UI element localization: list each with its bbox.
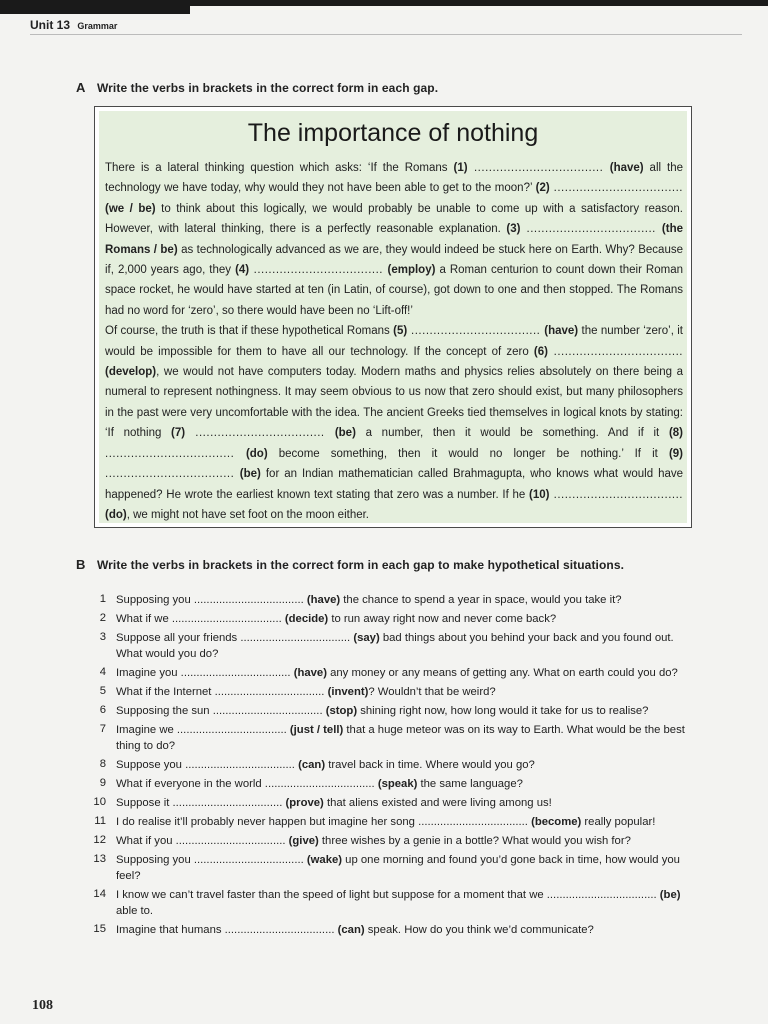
exercise-item <box>86 831 686 850</box>
exercise-item <box>86 720 686 755</box>
item-text-after: that aliens existed and were living among us! <box>323 797 552 809</box>
exercise-item <box>86 701 686 720</box>
item-text <box>116 720 686 755</box>
verb-prompt: (can) <box>337 924 365 936</box>
exercise-item <box>86 812 686 831</box>
verb-prompt: (have) <box>609 162 644 174</box>
item-text-before[interactable]: What if the Internet ................................... <box>116 686 328 698</box>
verb-prompt: (give) <box>288 835 319 847</box>
item-text-after: the chance to spend a year in space, would you take it? <box>340 594 622 606</box>
passage-text: the number ‘zero’, it would be impossible for them to have all our technology. If the concept of zero <box>105 325 684 358</box>
verb-prompt: (have) <box>293 667 327 679</box>
item-text-before[interactable]: I know we can’t travel faster than the speed of light but suppose for a moment that we ................................... <box>116 889 660 901</box>
item-number: 12 <box>93 834 106 846</box>
answer-gap[interactable]: ................................... <box>547 345 683 358</box>
item-text <box>116 755 686 774</box>
answer-gap[interactable]: ................................... <box>549 488 683 501</box>
item-text-before[interactable]: Suppose all your friends ................................... <box>116 632 354 644</box>
gap-number: (7) <box>171 427 186 440</box>
item-text <box>116 850 686 885</box>
item-text-after: that a huge meteor was on its way to Earth. What would be the best thing to do? <box>116 724 685 752</box>
exercise-b-instruction: Write the verbs in brackets in the correct form in each gap to make hypothetical situations. <box>96 558 625 572</box>
item-text <box>116 831 686 850</box>
passage-paragraph-2 <box>105 321 683 525</box>
answer-gap[interactable]: ................................... <box>185 427 335 440</box>
verb-prompt: (become) <box>531 816 582 828</box>
item-number: 13 <box>93 853 106 865</box>
exercise-a-instruction: Write the verbs in brackets in the correct form in each gap. <box>96 81 439 95</box>
exercise-b-letter: B <box>76 557 86 572</box>
gap-number: (5) <box>393 325 408 338</box>
item-text-before[interactable]: Imagine we ................................... <box>116 724 290 736</box>
exercise-b-list <box>86 590 686 939</box>
answer-gap[interactable]: ................................... <box>467 162 610 174</box>
item-text-before[interactable]: Supposing the sun ................................... <box>116 705 326 717</box>
verb-prompt: (prove) <box>285 797 324 809</box>
item-text-after: shining right now, how long would it take for us to realise? <box>357 705 649 717</box>
verb-prompt: (can) <box>298 759 326 771</box>
passage-paragraph-1 <box>105 158 683 321</box>
item-number: 3 <box>99 631 106 643</box>
item-text-before[interactable]: Imagine you ................................... <box>116 667 294 679</box>
passage-text: Of course, the truth is that if these hypothetical Romans <box>105 325 394 338</box>
gap-number: (4) <box>235 264 250 277</box>
item-number: 8 <box>99 758 106 770</box>
passage-text: become something, then it would no longer be nothing.’ If it <box>267 447 669 460</box>
passage-text: to think about this logically, we would probably be unable to come up with a satisfactory reason. However, with lateral thinking, there is a perfectly reasonable explanation. <box>105 202 683 236</box>
item-text-after: travel back in time. Where would you go? <box>325 759 535 771</box>
verb-prompt: (be) <box>334 427 356 440</box>
item-text-after: the same language? <box>417 778 523 790</box>
top-bar-tab <box>0 0 190 14</box>
item-text-before[interactable]: What if you ................................... <box>116 835 289 847</box>
section-label: Grammar <box>77 21 118 31</box>
item-number: 4 <box>99 666 106 678</box>
verb-prompt: (speak) <box>377 778 418 790</box>
verb-prompt: (be) <box>239 468 261 481</box>
exercise-item <box>86 920 686 939</box>
answer-gap[interactable]: ................................... <box>105 447 246 460</box>
item-number: 5 <box>99 685 106 697</box>
item-text-before[interactable]: Suppose it ................................... <box>116 797 286 809</box>
item-text <box>116 590 686 609</box>
exercise-item <box>86 590 686 609</box>
passage-text: as technologically advanced as we are, they would indeed be stuck here on Earth. Why? Because if, 2,000 years ago, they <box>105 243 683 277</box>
answer-gap[interactable]: ................................... <box>549 182 683 195</box>
passage-text: all the technology we have today, why would they not have been able to get to the moon?’ <box>105 162 683 195</box>
answer-gap[interactable]: ................................... <box>407 325 545 338</box>
item-text-after: speak. How do you think we’d communicate? <box>364 924 594 936</box>
verb-prompt: (be) <box>659 889 681 901</box>
verb-prompt: (stop) <box>325 705 358 717</box>
header-rule <box>30 34 742 35</box>
verb-prompt: (say) <box>353 632 380 644</box>
item-text-after: bad things about you behind your back and you found out. What would you do? <box>116 632 674 660</box>
item-text-after: able to. <box>116 905 154 917</box>
item-text-before[interactable]: Imagine that humans ................................... <box>116 924 338 936</box>
passage-text: , we would not have computers today. Modern maths and physics relies absolutely on there being a numeral to represent nothingness. It may seem obvious to us now that zero should exist, but many philosophers in the past were very uncomfortable with the idea. The ancient Greeks tied themselves in logical knots by stating: ‘If nothing <box>105 366 683 440</box>
item-number: 6 <box>99 704 106 716</box>
passage-text: a Roman centurion to count down their Roman space rocket, he would have started at ten (in Latin, of course), got down to one and then stopped. The Romans had no word for ‘zero’, so there would have been no ‘Lift-off!’ <box>105 264 683 317</box>
passage-title: The importance of nothing <box>247 119 539 147</box>
item-text <box>116 920 686 939</box>
exercise-item <box>86 628 686 663</box>
passage-text: a number, then it would be something. And if it <box>355 427 669 440</box>
verb-prompt: (wake) <box>306 854 343 866</box>
gap-number: (8) <box>668 427 683 440</box>
answer-gap[interactable]: ................................... <box>105 468 240 481</box>
verb-prompt: (have) <box>306 594 341 606</box>
item-text-after: really popular! <box>581 816 656 828</box>
item-text <box>116 663 686 682</box>
exercise-item <box>86 774 686 793</box>
item-text <box>116 793 686 812</box>
item-text-before[interactable]: Supposing you ................................... <box>116 854 307 866</box>
exercise-item <box>86 885 686 920</box>
verb-prompt: (do) <box>245 447 268 460</box>
item-number: 2 <box>99 612 106 624</box>
item-text <box>116 774 686 793</box>
verb-prompt: (we / be) <box>105 202 156 215</box>
gap-number: (1) <box>453 162 468 174</box>
passage-text: There is a lateral thinking question which asks: ‘If the Romans <box>105 162 454 174</box>
item-text-after: three wishes by a genie in a bottle? What would you wish for? <box>318 835 631 847</box>
unit-header <box>30 18 117 32</box>
item-text-before[interactable]: What if we ................................... <box>116 613 285 625</box>
gap-number: (9) <box>668 447 683 460</box>
exercise-item <box>86 793 686 812</box>
item-text <box>116 701 686 720</box>
item-number: 1 <box>99 593 106 605</box>
item-text-after: to run away right now and never come back? <box>328 613 557 625</box>
verb-prompt: (do) <box>105 508 127 521</box>
exercise-item <box>86 850 686 885</box>
item-text <box>116 682 686 701</box>
item-text-before[interactable]: Suppose you ................................... <box>116 759 299 771</box>
gap-number: (10) <box>528 488 550 501</box>
item-text-after: any money or any means of getting any. What on earth could you do? <box>326 667 678 679</box>
page-number: 108 <box>32 998 53 1013</box>
passage-text: , we might not have set foot on the moon either. <box>126 508 370 521</box>
item-text <box>116 885 686 920</box>
unit-label: Unit 13 <box>30 18 71 32</box>
item-text-after: ? Wouldn’t that be weird? <box>368 686 496 698</box>
item-text <box>116 812 686 831</box>
gap-number: (6) <box>533 345 548 358</box>
item-text-before[interactable]: I do realise it’ll probably never happen but imagine her song ................................... <box>116 816 532 828</box>
answer-gap[interactable]: ................................... <box>520 223 662 236</box>
exercise-item <box>86 663 686 682</box>
gap-number: (2) <box>535 182 550 195</box>
answer-gap[interactable]: ................................... <box>249 264 388 277</box>
item-text-before[interactable]: Supposing you ................................... <box>116 594 307 606</box>
verb-prompt: (just / tell) <box>289 724 344 736</box>
gap-number: (3) <box>506 223 521 236</box>
item-text <box>116 628 686 663</box>
verb-prompt: (invent) <box>327 686 369 698</box>
item-text-before[interactable]: What if everyone in the world ................................... <box>116 778 378 790</box>
item-number: 10 <box>93 796 106 808</box>
verb-prompt: (employ) <box>387 264 436 277</box>
item-text-after: up one morning and found you’d gone back in time, how would you feel? <box>116 854 680 882</box>
reading-box-background <box>99 111 687 523</box>
item-text <box>116 609 686 628</box>
exercise-item <box>86 682 686 701</box>
verb-prompt: (the Romans / be) <box>105 223 684 256</box>
passage <box>105 158 683 525</box>
exercise-b-heading <box>76 557 624 572</box>
item-number: 15 <box>93 923 106 935</box>
item-number: 11 <box>94 815 106 827</box>
item-number: 14 <box>93 888 106 900</box>
item-number: 9 <box>99 777 106 789</box>
passage-text: for an Indian mathematician called Brahmagupta, who knows what would have happened? He wrote the earliest known text stating that zero was a number. If he <box>105 468 683 501</box>
verb-prompt: (decide) <box>284 613 329 625</box>
verb-prompt: (have) <box>544 325 579 338</box>
item-number: 7 <box>99 723 106 735</box>
exercise-item <box>86 609 686 628</box>
exercise-a-heading <box>76 80 438 95</box>
reading-box <box>94 106 692 528</box>
exercise-a-letter: A <box>76 80 86 95</box>
exercise-item <box>86 755 686 774</box>
verb-prompt: (develop) <box>105 366 157 379</box>
